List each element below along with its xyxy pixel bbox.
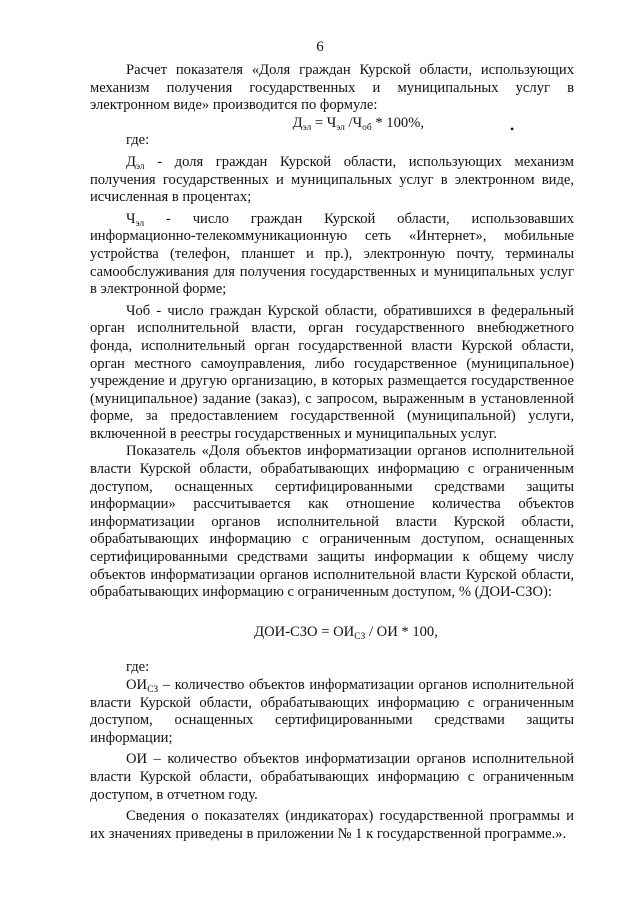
definition-oi-sz-text: – количество объектов информатизации органов исполнительной власти Курской области, обрабатывающих информацию с ограниченным доступом, оснащенных сертифицированными средствами защиты информации; xyxy=(90,677,574,746)
definition-oi-sz xyxy=(90,677,574,747)
definition-ch-el xyxy=(90,211,574,299)
formula-d-el-a-sub: эл xyxy=(336,122,345,133)
definition-ch-el-sub: эл xyxy=(135,218,145,229)
formula-d-el xyxy=(90,114,574,136)
stray-mark: • xyxy=(510,122,515,136)
definition-ch-el-text: - число граждан Курской области, использовавших информационно-телекоммуникационную сеть «Интернет», мобильные устройства (телефон, планшет и пр.), электронную почту, терминалы самообслуживания для получения государственных и муниципальных услуг в электронной форме; xyxy=(90,210,574,298)
formula-doi-szo-lhs: ДОИ-СЗО = ОИ xyxy=(254,623,355,640)
formula-d-el-lhs: Д xyxy=(292,114,303,131)
formula-d-el-div: /Ч xyxy=(344,114,363,131)
definition-ch-ob: Чоб - число граждан Курской области, обратившихся в федеральный орган исполнительной власти, орган государственного внебюджетного фонда, исполнительный орган государственной власти Курской области, орган местного самоуправления, либо государственное (муниципальное) учреждение и другую организацию, в которых размещается государственное (муниципальное) задание (заказ), с запросом, выраженным в установленной форме, за предоставлением государственной (муниципальной) услуги, включенной в реестры государственных и муниципальных услуг. xyxy=(90,302,574,442)
definition-d-el-text: - доля граждан Курской области, использующих механизм получения государственных и муниципальных услуг в электронном виде, исчисленная в процентах; xyxy=(90,153,574,206)
where-label-1: где: xyxy=(126,132,150,149)
section1-intro: Расчет показателя «Доля граждан Курской области, использующих механизм получения государственных и муниципальных услуг в электронном виде» производится по формуле: xyxy=(90,62,574,114)
formula-d-el-eq: = Ч xyxy=(311,114,337,131)
definition-oi: ОИ – количество объектов информатизации органов исполнительной власти Курской области, обрабатывающих информацию с ограниченным доступом, в отчетном году. xyxy=(90,751,574,803)
closing-paragraph: Сведения о показателях (индикаторах) государственной программы и их значениях приведены в приложении № 1 к государственной программе.». xyxy=(90,808,574,842)
definition-d-el-symbol: Д xyxy=(126,153,136,170)
document-body xyxy=(90,62,574,843)
formula-d-el-tail: * 100%, xyxy=(371,114,424,131)
formula-d-el-b-sub: об xyxy=(362,122,372,133)
formula-doi-szo-sub: СЗ xyxy=(354,631,366,642)
definition-d-el xyxy=(90,154,574,207)
formula-doi-szo-tail: / ОИ * 100, xyxy=(365,623,438,640)
page-number: 6 xyxy=(316,39,324,55)
definition-oi-sz-sub: СЗ xyxy=(147,685,159,695)
section2-intro: Показатель «Доля объектов информатизации органов исполнительной власти Курской области, обрабатывающих информацию с ограниченным доступом, оснащенных сертифицированными средствами защиты информации» рассчитывается как отношение количества объектов информатизации органов исполнительной власти Курской области, обрабатывающих информацию с ограниченным доступом, оснащенных сертифицированными средствами защиты информации к общему числу объектов информатизации органов исполнительной власти Курской области, обрабатывающих информацию с ограниченным доступом, % (ДОИ-СЗО): xyxy=(90,443,574,601)
formula-doi-szo xyxy=(90,624,574,642)
definition-d-el-sub: эл xyxy=(135,161,145,172)
definition-oi-sz-symbol: ОИ xyxy=(126,677,148,693)
where-label-2: где: xyxy=(126,659,150,676)
formula-d-el-lhs-sub: эл xyxy=(302,122,312,133)
definition-ch-el-symbol: Ч xyxy=(126,210,136,227)
